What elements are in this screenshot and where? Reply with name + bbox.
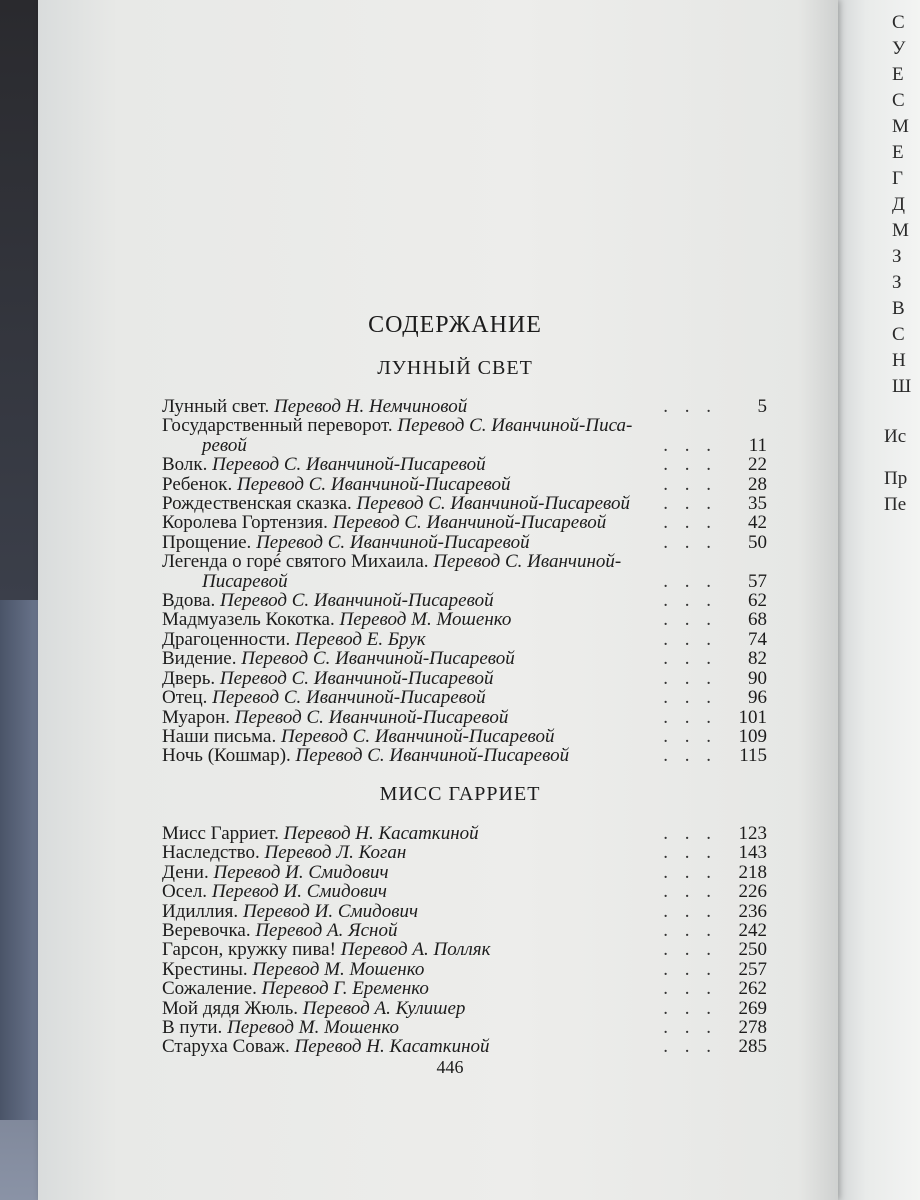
entry-page-number: 115: [739, 745, 767, 767]
leader-dots: . . .: [663, 900, 717, 922]
leader-dots: . . .: [663, 687, 717, 709]
leader-dots: . . .: [663, 939, 717, 961]
entry-translator: Перевод С. Иванчиной-Писаревой: [234, 706, 509, 728]
toc-entry: [162, 863, 767, 882]
leader-dots: . . .: [663, 628, 717, 650]
entry-title: Старуха Соваж.: [162, 1036, 295, 1058]
entry-title: Сожаление.: [162, 978, 262, 1000]
entry-title: Лунный свет.: [162, 396, 275, 417]
leader-dots: . . .: [663, 648, 717, 670]
facing-page-fragment: Ис: [884, 426, 907, 447]
entry-title: Крестины.: [162, 958, 253, 980]
toc-entry: [162, 902, 767, 921]
leader-dots: . . .: [663, 706, 717, 728]
toc-entry: [162, 475, 767, 494]
entry-page-number: 285: [738, 1036, 767, 1058]
toc-entry: [162, 455, 767, 474]
entry-translator: Перевод И. Смидович: [213, 861, 389, 883]
entry-title: Ночь (Кошмар).: [162, 745, 296, 767]
entry-page-number: 35: [748, 493, 767, 515]
leader-dots: . . .: [663, 609, 717, 631]
entry-title: Идиллия.: [162, 900, 243, 922]
entry-translator: Перевод С. Иванчиной-Писаревой: [212, 454, 486, 476]
entry-title: Веревочка.: [162, 920, 256, 942]
leader-dots: . . .: [663, 434, 717, 456]
entry-title: Муарон.: [162, 706, 235, 728]
leader-dots: . . .: [663, 396, 717, 417]
leader-dots: . . .: [663, 842, 717, 864]
toc-entry: [162, 843, 767, 862]
entry-translator: Перевод Л. Коган: [264, 842, 407, 864]
toc-entry: [162, 513, 767, 532]
entry-translator: Перевод М. Мошенко: [252, 958, 425, 980]
leader-dots: . . .: [663, 473, 717, 495]
section-heading: МИСС ГАРРИЕТ: [379, 783, 541, 805]
entry-page-number: 250: [738, 939, 767, 961]
entry-translator-continued: ревой: [202, 434, 247, 456]
entry-page-number: 74: [748, 628, 767, 650]
entry-page-number: 226: [738, 881, 767, 903]
entry-page-number: 262: [738, 978, 767, 1000]
entry-page-number: 68: [748, 609, 767, 631]
toc-entry: [162, 940, 767, 959]
entry-title: Прощение.: [162, 531, 257, 553]
entry-translator: Перевод С. Иванчиной-Писа-: [397, 415, 633, 437]
entry-translator: Перевод Н. Немчиновой: [274, 396, 468, 417]
entry-translator: Перевод С. Иванчиной-Писаревой: [212, 687, 486, 709]
toc-entry: [162, 552, 767, 591]
entry-page-number: 218: [738, 861, 767, 883]
entry-page-number: 257: [738, 958, 767, 980]
toc-entry: [162, 921, 767, 940]
entry-translator: Перевод А. Кулишер: [302, 997, 466, 1019]
toc-entry: [162, 397, 767, 416]
facing-page: [830, 0, 920, 1200]
leader-dots: . . .: [663, 1036, 717, 1058]
entry-translator: Перевод М. Мошенко: [339, 609, 512, 631]
leader-dots: . . .: [663, 493, 717, 515]
leader-dots: . . .: [663, 667, 717, 689]
entry-title: Гарсон, кружку пива!: [162, 939, 341, 961]
toc-entry: [162, 999, 767, 1018]
entry-page-number: 269: [738, 997, 767, 1019]
toc-entry: [162, 688, 767, 707]
entry-translator: Перевод Н. Касаткиной: [283, 823, 479, 844]
entry-translator: Перевод Е. Брук: [295, 628, 426, 650]
section-heading: ЛУННЫЙ СВЕТ: [377, 357, 533, 379]
entry-title: Королева Гортензия.: [162, 512, 333, 534]
entry-page-number: 90: [748, 667, 767, 689]
toc-entry: [162, 669, 767, 688]
entry-translator: Перевод С. Иванчиной-Писаревой: [220, 590, 494, 612]
entry-translator: Перевод С. Иванчиной-Писаревой: [332, 512, 607, 534]
toc-entry: [162, 649, 767, 668]
entry-page-number: 236: [738, 900, 767, 922]
toc-entry: [162, 824, 767, 843]
entry-title: Наши письма.: [162, 725, 281, 747]
entry-title: Осел.: [162, 881, 212, 903]
entry-title: Легенда о горé святого Михаила.: [162, 551, 434, 573]
toc-entry: [162, 630, 767, 649]
toc-entry: [162, 746, 767, 765]
entry-page-number: 278: [738, 1017, 767, 1039]
entry-translator: Перевод Г. Еременко: [261, 978, 429, 1000]
entry-page-number: 242: [738, 920, 767, 942]
entry-page-number: 143: [738, 842, 767, 864]
entry-translator-continued: Писаревой: [202, 570, 288, 592]
entry-title: Отец.: [162, 687, 213, 709]
page-number: 446: [436, 1057, 464, 1077]
entry-translator: Перевод С. Иванчиной-Писаревой: [256, 531, 530, 553]
leader-dots: . . .: [663, 512, 717, 534]
toc-entry: [162, 416, 767, 455]
toc-entry: [162, 727, 767, 746]
entry-translator: Перевод А. Полляк: [340, 939, 491, 961]
entry-page-number: 50: [748, 531, 767, 553]
entry-title: Государственный переворот.: [162, 415, 398, 437]
entry-title: В пути.: [162, 1017, 228, 1039]
leader-dots: . . .: [663, 958, 717, 980]
entry-page-number: 96: [748, 687, 767, 709]
toc-entry: [162, 882, 767, 901]
leader-dots: . . .: [663, 881, 717, 903]
entry-translator: Перевод С. Иванчиной-Писаревой: [237, 473, 511, 495]
leader-dots: . . .: [663, 997, 717, 1019]
entry-translator: Перевод М. Мошенко: [227, 1017, 400, 1039]
entry-title: Мисс Гарриет.: [162, 823, 284, 844]
entry-translator: Перевод Н. Касаткиной: [294, 1036, 490, 1058]
entry-translator: Перевод С. Иванчиной-: [433, 551, 622, 573]
entry-translator: Перевод С. Иванчиной-Писаревой: [219, 667, 494, 689]
facing-page-fragment: Пр: [884, 468, 908, 489]
entry-title: Наследство.: [162, 842, 265, 864]
toc-entry: [162, 591, 767, 610]
entry-translator: Перевод И. Смидович: [242, 900, 419, 922]
entry-translator: Перевод С. Иванчиной-Писаревой: [295, 745, 570, 767]
leader-dots: . . .: [663, 454, 717, 476]
leader-dots: . . .: [663, 745, 717, 767]
toc-list: [162, 824, 767, 1057]
leader-dots: . . .: [663, 823, 717, 844]
entry-page-number: 123: [738, 823, 767, 844]
entry-title: Вдова.: [162, 590, 221, 612]
entry-title: Дени.: [162, 861, 214, 883]
entry-page-number: 101: [738, 706, 767, 728]
leader-dots: . . .: [663, 725, 717, 747]
toc-entry: [162, 610, 767, 629]
entry-page-number: 82: [748, 648, 767, 670]
entry-title: Ребенок.: [162, 473, 237, 495]
entry-translator: Перевод С. Иванчиной-Писаревой: [356, 493, 631, 515]
entry-page-number: 109: [738, 725, 767, 747]
entry-page-number: 62: [748, 590, 767, 612]
leader-dots: . . .: [663, 978, 717, 1000]
facing-page-fragment: Пе: [884, 494, 907, 515]
facing-page-letters: С У Е С М Е Г Д М З З В С Н Ш: [892, 12, 912, 397]
toc-entry: [162, 494, 767, 513]
entry-title: Рождественская сказка.: [162, 493, 357, 515]
entry-translator: Перевод С. Иванчиной-Писаревой: [280, 725, 555, 747]
leader-dots: . . .: [663, 920, 717, 942]
toc-entry: [162, 533, 767, 552]
leader-dots: . . .: [663, 531, 717, 553]
toc-list: [162, 397, 767, 766]
entry-title: Мадмуазель Кокотка.: [162, 609, 340, 631]
entry-page-number: 57: [748, 570, 767, 592]
leader-dots: . . .: [663, 1017, 717, 1039]
toc-entry: [162, 708, 767, 727]
leader-dots: . . .: [663, 861, 717, 883]
toc-entry: [162, 960, 767, 979]
leader-dots: . . .: [663, 570, 717, 592]
entry-translator: Перевод А. Ясной: [255, 920, 398, 942]
entry-title: Видение.: [162, 648, 242, 670]
entry-title: Драгоценности.: [162, 628, 296, 650]
entry-title: Дверь.: [162, 667, 220, 689]
entry-title: Волк.: [162, 454, 213, 476]
entry-translator: Перевод С. Иванчиной-Писаревой: [241, 648, 515, 670]
entry-page-number: 5: [757, 396, 767, 417]
entry-page-number: 22: [748, 454, 767, 476]
toc-entry: [162, 1037, 767, 1056]
entry-title: Мой дядя Жюль.: [162, 997, 303, 1019]
entry-page-number: 11: [748, 434, 767, 456]
entry-translator: Перевод И. Смидович: [211, 881, 387, 903]
toc-entry: [162, 979, 767, 998]
entry-page-number: 42: [748, 512, 767, 534]
toc-entry: [162, 1018, 767, 1037]
entry-page-number: 28: [748, 473, 767, 495]
leader-dots: . . .: [663, 590, 717, 612]
page-title: СОДЕРЖАНИЕ: [368, 312, 542, 338]
